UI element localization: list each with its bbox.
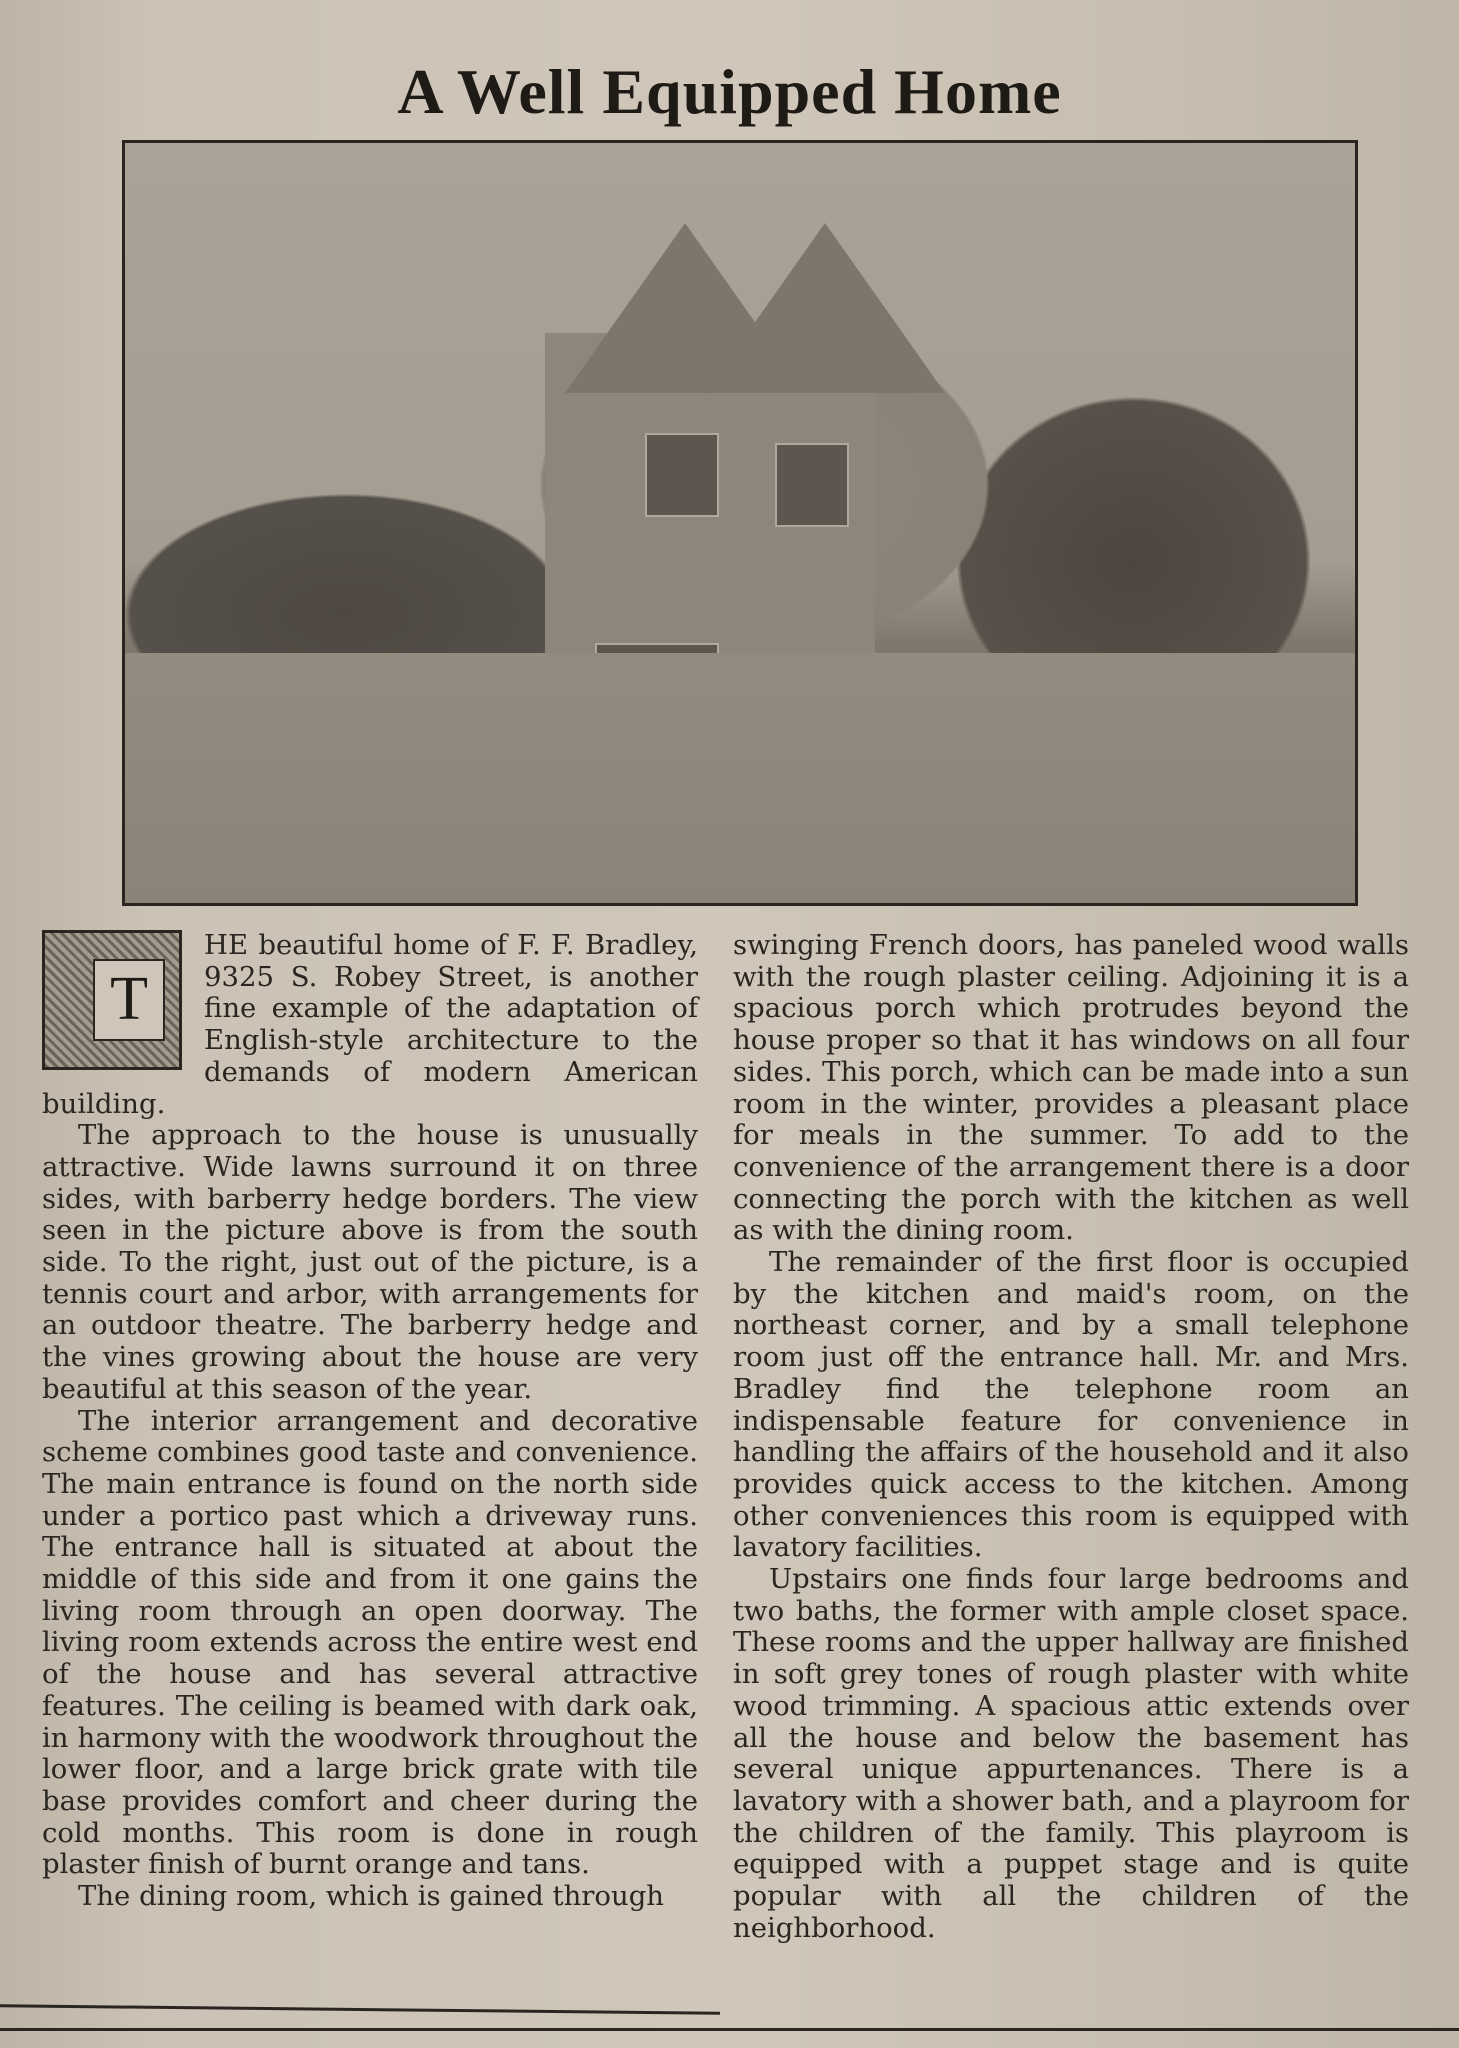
article-title: A Well Equipped Home: [397, 55, 1062, 127]
bottom-rule: [0, 2028, 1459, 2031]
window: [775, 443, 849, 527]
right-column: [733, 930, 1409, 1945]
gable-right: [705, 223, 945, 393]
paragraph: The dining room, which is gained through: [78, 1880, 665, 1913]
paragraph: The approach to the house is unusually attractive. Wide lawns surround it on three sides, with barberry hedge borders. The view seen in the picture above is from the south side. To the right, just out of the picture, is a tennis court and arbor, with arrangements for an outdoor theatre. The barberry hedge and the vines growing about the house are very beautiful at this season of the year.: [42, 1119, 698, 1405]
paragraph: swinging French doors, has paneled wood walls with the rough plaster ceiling. Adjoining it is a spacious porch which protrudes beyond the house proper so that it has windows on all four sides. This porch, which can be made into a sun room in the winter, provides a pleasant place for meals in the summer. To add to the convenience of the arrangement there is a door connecting the porch with the kitchen as well as with the dining room.: [733, 929, 1409, 1247]
house-photograph: [122, 140, 1358, 906]
paragraph: The remainder of the first floor is occupied by the kitchen and maid's room, on the northeast corner, and by a small telephone room just off the entrance hall. Mr. and Mrs. Bradley find the telephone room an indispensable feature for convenience in handling the affairs of the household and it also provides quick access to the kitchen. Among other conveniences this room is equipped with lavatory facilities.: [733, 1246, 1409, 1564]
ornamental-dropcap: [42, 930, 182, 1070]
bottom-rule: [0, 2004, 720, 2015]
paragraph: The interior arrangement and decorative scheme combines good taste and convenience. The main entrance is found on the north side under a portico past which a driveway runs. The entrance hall is situated at about the middle of this side and from it one gains the living room through an open doorway. The living room extends across the entire west end of the house and has several attractive features. The ceiling is beamed with dark oak, in harmony with the woodwork throughout the lower floor, and a large brick grate with tile base provides comfort and cheer during the cold months. This room is done in rough plaster finish of burnt orange and tans.: [42, 1404, 698, 1881]
dropcap-letter: T: [93, 959, 165, 1041]
lawn: [125, 653, 1355, 903]
paragraph: Upstairs one finds four large bedrooms and two baths, the former with ample closet space. These rooms and the upper hallway are finished in soft grey tones of rough plaster with white wood trimming. A spacious attic extends over all the house and below the basement has several unique appurtenances. There is a lavatory with a shower bath, and a playroom for the children of the family. This playroom is equipped with a puppet stage and is quite popular with all the children of the neighborhood.: [733, 1563, 1409, 1944]
window: [645, 433, 719, 517]
left-column: [42, 930, 698, 1913]
paragraph: HE beautiful home of F. F. Bradley, 9325 S. Robey Street, is another fine example of the adaptation of English-style architecture to the demands of modern American building.: [42, 929, 698, 1120]
